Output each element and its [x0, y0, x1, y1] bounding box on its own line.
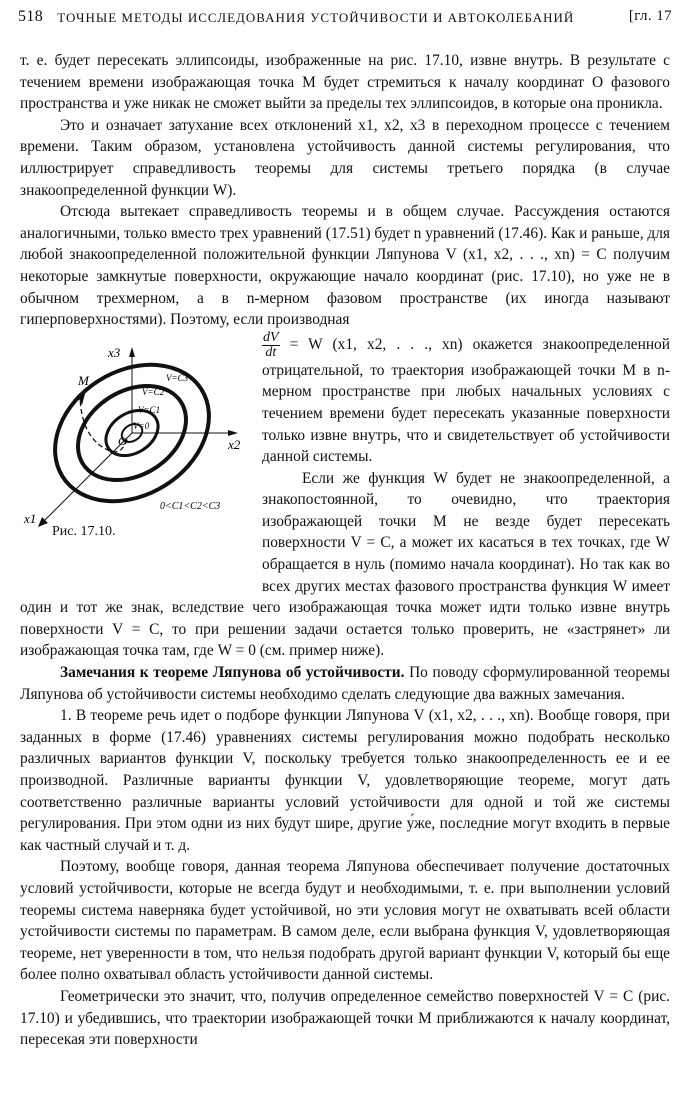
paragraph-2: Это и означает затухание всех отклонений x1, x2, x3 в переходном процессе с течением времени. Таким образом, установлена устойчивость данной системы регулирования, что иллюстрирует справедливость теоремы для системы третьего порядка (в случае знакоопределенной функции W). — [20, 116, 670, 199]
paragraph-6: 1. В теореме речь идет о подборе функции Ляпунова V (x1, x2, . . ., xn). Вообще говоря, при заданных в форме (17.46) уравнениях системы регулирования можно подобрать несколько различных вариантов функции V, поскольку требуется только знакоопределенность ее и ее производной. Различные варианты функции V, удовлетворяющие теореме, могут дать соответственно различные варианты условий устойчивости для одной и той же системы регулирования. При этом одни из них будут шире, другие у́же, последние могут входить в первые как частный случай и т. д. — [20, 707, 670, 854]
chapter-ref: [гл. 17 — [628, 8, 672, 24]
paragraph-5-text: По поводу сформулированной теоремы Ляпунова об устойчивости системы необходимо сделать следующие два важных замечания. — [20, 664, 670, 703]
label-x3: x3 — [108, 344, 121, 360]
page-number: 518 — [18, 8, 44, 25]
paragraph-8: Геометрически это значит, что, получив определенное семейство поверхностей V = C (рис. 17.10) и убедившись, что траектории изображающей точки M приближаются к началу координат, пересекая эти поверхности — [20, 987, 670, 1049]
header-title: ТОЧНЫЕ МЕТОДЫ ИССЛЕДОВАНИЯ УСТОЙЧИВОСТИ И АВТОКОЛЕБАНИЙ — [57, 10, 575, 25]
label-v1: V=C1 — [138, 404, 161, 415]
paragraph-7: Поэтому, вообще говоря, данная теорема Ляпунова обеспечивает получение достаточных условий устойчивости, которые не всегда будут и необходимыми, т. е. при выполнении условий теоремы система наверняка будет устойчивой, но эти условия могут не охватывать всей области устойчивости системы по параметрам. В самом деле, если выбрана функция V, удовлетворяющая теореме, нет уверенности в том, что нельзя подобрать другой вариант функции V, который бы еще более полно охватывал область устойчивости данной системы. — [20, 858, 670, 984]
figure-17-10 — [20, 333, 252, 595]
label-v2: V=C2 — [142, 386, 165, 397]
label-inequality: 0<C1<C2<C3 — [160, 500, 221, 512]
arrow-x2 — [228, 430, 238, 436]
paragraph-4: Если же функция W будет не знакоопределенной, а знакопостоянной, то очевидно, что траектория изображающей точки M не везде будет пересекать поверхности V = C, а может их касаться в тех точках, где W обращается в нуль (помимо начала координат). Но так как во всех других местах фазового пространства функция W имеет один и тот же знак, вследствие чего изображающая точка может идти только извне внутрь поверхности V = C, то при решении задачи остается только проверить, не «застрянет» ли изображающая точка там, где W = 0 (см. пример ниже). — [20, 469, 670, 660]
paragraph-3 — [20, 201, 670, 331]
running-header — [18, 8, 672, 26]
paragraph-5 — [20, 662, 670, 705]
page-body — [20, 50, 670, 1051]
paragraph-3-part-b: = W (x1, x2, . . ., xn) окажется знакоопределенной отрицательной, то траектория изображающей точки M в n-мерном пространстве при любых начальных условиях с течением времени будет пересекать указанные поверхности только извне внутрь, что и свидетельствует об устойчивости данной системы. — [262, 335, 670, 466]
arrow-x3 — [129, 347, 135, 357]
paragraph-3-part-a: Отсюда вытекает справедливость теоремы и в общем случае. Рассуждения остаются аналогичными, только вместо трех уравнений (17.51) будет n уравнений (17.46). Как и раньше, для любой знакоопределенной положительной функции Ляпунова V (x1, x2, . . ., xn) = C получим некоторые замкнутые поверхности, окружающие начало координат (рис. 17.10), но уже не в обычном трехмерном, а в n-мерном фазовом пространстве (их иногда называют гиперповерхностями). Поэтому, если производная — [20, 203, 670, 329]
label-x1: x1 — [24, 510, 37, 526]
ellipsoid-diagram — [20, 333, 252, 533]
label-v0: V=0 — [133, 420, 150, 431]
figure-caption: Рис. 17.10. — [52, 523, 116, 539]
derivative-numerator: dV — [263, 329, 279, 345]
label-x2: x2 — [228, 436, 241, 452]
label-O: O — [118, 433, 127, 448]
label-v3: V=C3 — [166, 372, 189, 383]
derivative-fraction — [262, 331, 280, 360]
remarks-heading: Замечания к теореме Ляпунова об устойчивости. — [60, 664, 405, 682]
label-M: M — [78, 372, 89, 388]
paragraph-1: т. е. будет пересекать эллипсоиды, изображенные на рис. 17.10, извне внутрь. В результате с течением времени изображающая точка M будет стремиться к началу координат O фазового пространства и уже никак не сможет выйти за пределы тех эллипсоидов, в которые она проникла. — [20, 52, 670, 113]
derivative-denominator: dt — [265, 344, 277, 360]
